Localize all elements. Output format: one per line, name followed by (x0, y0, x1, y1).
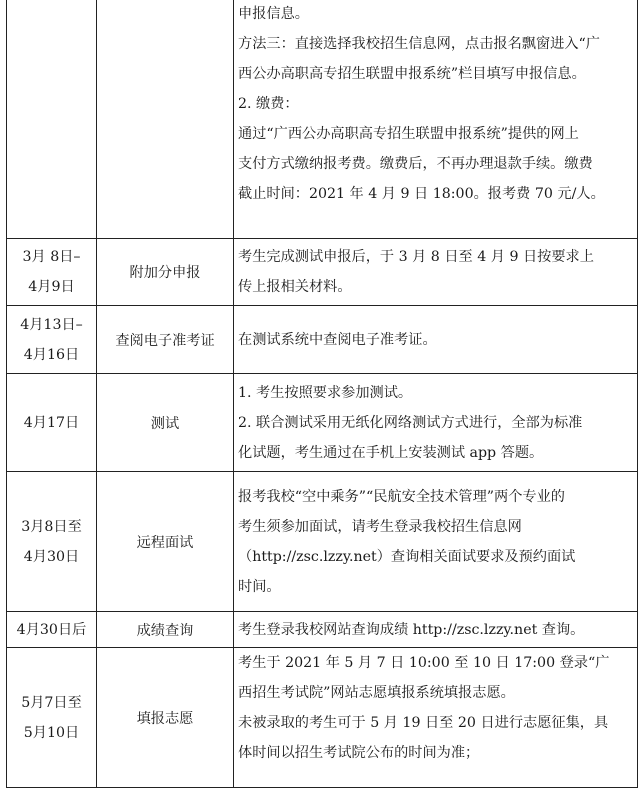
description-line: 化试题，考生通过在手机上安装测试 app 答题。 (238, 444, 544, 461)
description-line: 2. 联合测试采用无纸化网络测试方式进行，全部为标准 (238, 414, 583, 431)
description-line: 体时间以招生考试院公布的时间为准； (238, 745, 480, 761)
schedule-table (6, 0, 638, 788)
description-line: 支付方式缴纳报考费。缴费后，不再办理退款手续。缴费 (238, 156, 593, 172)
item-cell: 查阅电子准考证 (97, 306, 234, 374)
description-line: 时间。 (238, 578, 281, 595)
description-cell (234, 0, 638, 239)
date-line: 4月9日 (28, 279, 75, 295)
description-line: 考生须参加面试，请考生登录我校招生信息网 (238, 518, 522, 535)
description-cell (234, 374, 638, 472)
table-row (7, 648, 638, 788)
date-line: 4月30日后 (16, 621, 87, 638)
table-row (7, 374, 638, 472)
description-line: 西公办高职高专招生联盟申报系统”栏目填写申报信息。 (238, 66, 586, 82)
date-cell (7, 612, 97, 648)
table-row (7, 472, 638, 612)
description-line: 报考我校“空中乘务”“民航安全技术管理”两个专业的 (238, 488, 565, 505)
date-cell (7, 239, 97, 306)
description-line: 1. 考生按照要求参加测试。 (238, 384, 413, 401)
date-cell (7, 0, 97, 239)
description-line: 在测试系统中查阅电子准考证。 (238, 331, 437, 348)
date-line: 4月30日 (23, 548, 80, 565)
description-line: 2. 缴费： (238, 96, 299, 112)
date-line: 3月8日至 (21, 518, 82, 535)
description-line: 考生登录我校网站查询成绩 http://zsc.lzzy.net 查询。 (238, 621, 585, 638)
date-line: 5月10日 (23, 724, 80, 741)
date-cell (7, 472, 97, 612)
description-line: 西招生考试院”网站志愿填报系统填报志愿。 (238, 685, 515, 701)
description-line: 申报信息。 (238, 6, 309, 22)
item-cell: 填报志愿 (97, 648, 234, 788)
date-line: 4月13日– (20, 316, 83, 333)
item-cell: 测试 (97, 374, 234, 472)
table-row (7, 306, 638, 374)
date-cell (7, 648, 97, 788)
item-cell (97, 0, 234, 239)
description-line: 截止时间：2021 年 4 月 9 日 18:00。报考费 70 元/人。 (238, 186, 605, 202)
date-line: 5月7日至 (21, 694, 82, 711)
date-line: 4月16日 (23, 346, 80, 363)
description-line: 考生完成测试申报后，于 3 月 8 日至 4 月 9 日按要求上 (238, 249, 594, 265)
table-row (7, 0, 638, 239)
description-line: 方法三：直接选择我校招生信息网，点击报名飘窗进入“广 (238, 36, 600, 52)
date-cell (7, 374, 97, 472)
table-row (7, 239, 638, 306)
description-cell (234, 472, 638, 612)
date-line: 4月17日 (23, 414, 80, 431)
description-line: 未被录取的考生可于 5 月 19 日至 20 日进行志愿征集，具 (238, 715, 609, 731)
item-cell: 远程面试 (97, 472, 234, 612)
date-line: 3月 8日– (22, 249, 81, 265)
description-cell (234, 306, 638, 374)
item-cell: 成绩查询 (97, 612, 234, 648)
description-cell (234, 648, 638, 788)
item-cell: 附加分申报 (97, 239, 234, 306)
table-row (7, 612, 638, 648)
description-line: 传上报相关材料。 (238, 279, 352, 295)
description-line: 通过“广西公办高职高专招生联盟申报系统”提供的网上 (238, 126, 579, 142)
description-cell (234, 612, 638, 648)
date-cell (7, 306, 97, 374)
description-cell (234, 239, 638, 306)
description-line: （http://zsc.lzzy.net）查询相关面试要求及预约面试 (238, 548, 576, 565)
description-line: 考生于 2021 年 5 月 7 日 10:00 至 10 日 17:00 登录“广 (238, 655, 610, 671)
